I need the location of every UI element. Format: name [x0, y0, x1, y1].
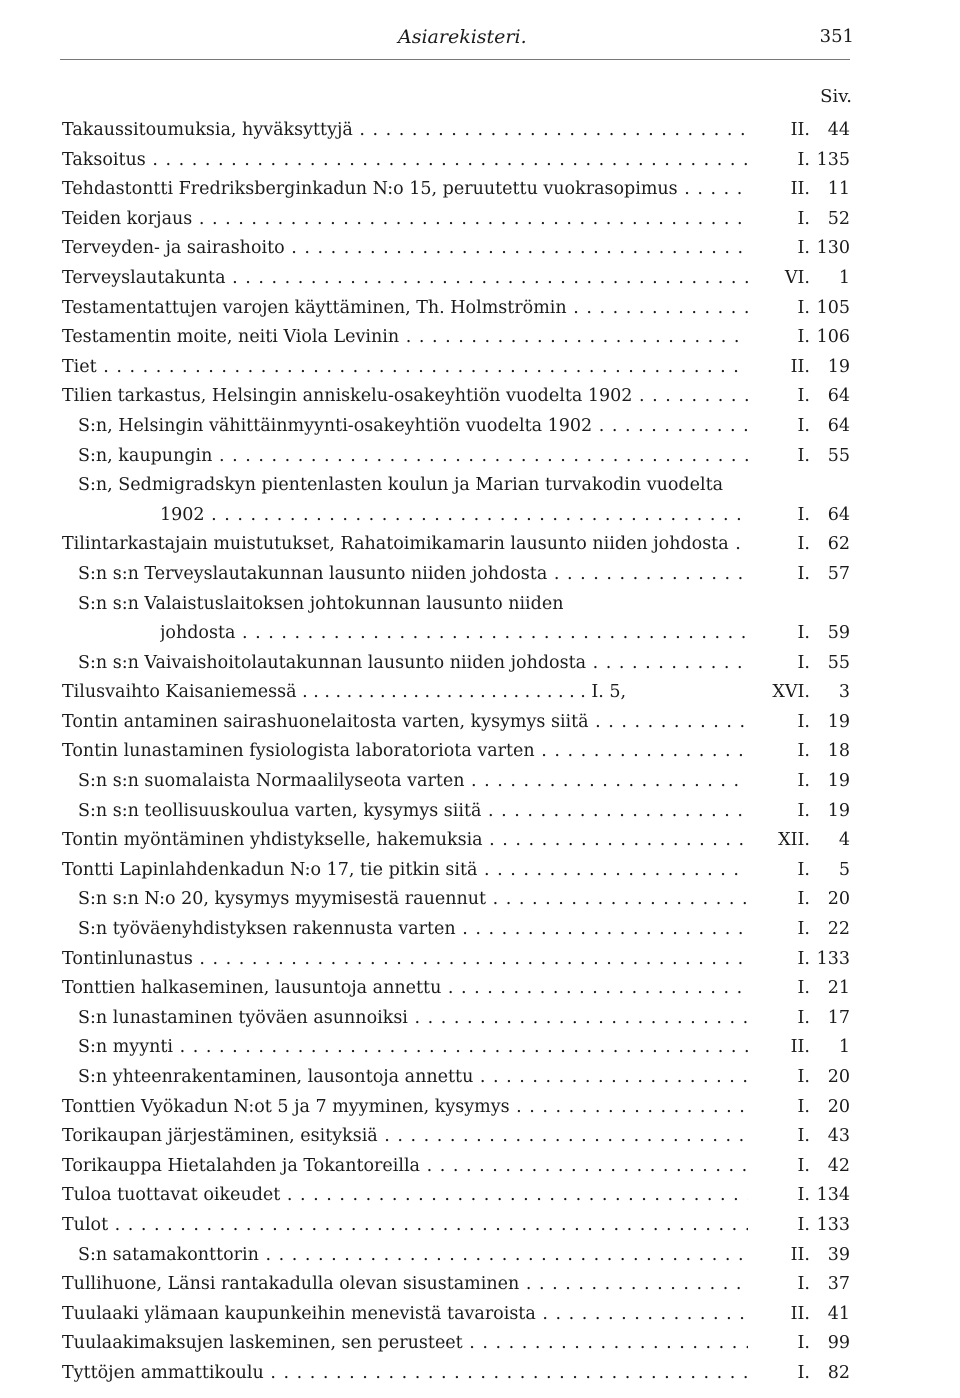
index-subentry	[0, 1241, 960, 1271]
index-entry	[0, 1211, 960, 1241]
entry-page: 20	[827, 889, 850, 910]
index-entry	[0, 382, 960, 412]
index-entry	[0, 945, 960, 975]
entry-page: 59	[827, 623, 850, 644]
entry-page: 64	[827, 504, 850, 525]
entry-text: Tonttien halkaseminen, lausuntoja annettu . . .	[62, 974, 748, 1004]
index-subentry	[0, 412, 960, 442]
entry-text: S:n, kaupungin . . .	[78, 442, 748, 472]
entry-page: 22	[827, 919, 850, 940]
entry-text: Tyttöjen ammattikoulu . . .	[62, 1359, 748, 1389]
entry-text: Torikaupan järjestäminen, esityksiä . . .	[62, 1122, 748, 1152]
index-entry	[0, 708, 960, 738]
index-entry	[0, 1093, 960, 1123]
entry-page: 82	[827, 1362, 850, 1383]
entry-text: Tilien tarkastus, Helsingin anniskelu-osakeyhtiön vuodelta 1902 . . .	[62, 382, 748, 412]
entry-volume: I.	[797, 978, 810, 999]
entry-volume: I.	[797, 711, 810, 732]
index-entry	[0, 1270, 960, 1300]
entry-page: 17	[827, 1007, 850, 1028]
index-entry	[0, 826, 960, 856]
index-entry	[0, 353, 960, 383]
entry-text: S:n lunastaminen työväen asunnoiksi . . .	[78, 1004, 748, 1034]
index-entry-continuation	[0, 619, 960, 649]
entry-text: S:n s:n Vaivaishoitolautakunnan lausunto niiden johdosta . . .	[78, 649, 748, 679]
entry-text: S:n s:n Terveyslautakunnan lausunto niiden johdosta . . .	[78, 560, 748, 590]
entry-volume: I.	[797, 800, 810, 821]
entry-text: Tuloa tuottavat oikeudet . . .	[62, 1181, 748, 1211]
entry-text: Tuulaaki ylämaan kaupunkeihin menevistä tavaroista . . .	[62, 1300, 748, 1330]
entry-text: Terveyslautakunta . . .	[62, 264, 748, 294]
index-subentry	[0, 560, 960, 590]
entry-page: 55	[827, 652, 850, 673]
header-rule	[60, 59, 850, 60]
entry-volume: I.	[797, 1214, 810, 1235]
entry-page: 64	[827, 415, 850, 436]
entry-page: 62	[827, 534, 850, 555]
entry-page: 5	[838, 859, 850, 880]
entry-text: S:n s:n teollisuuskoulua varten, kysymys siitä . . .	[78, 797, 748, 827]
entry-volume: VI.	[784, 267, 810, 288]
entry-volume: I.	[797, 149, 810, 170]
index-entry	[0, 1122, 960, 1152]
entry-text: Tilintarkastajain muistutukset, Rahatoimikamarin lausunto niiden johdosta . . .	[62, 530, 748, 560]
entry-text: S:n työväenyhdistyksen rakennusta varten . . .	[78, 915, 748, 945]
index-entry	[0, 234, 960, 264]
entry-page: 20	[827, 1067, 850, 1087]
entry-text: Tontin antaminen sairashuonelaitosta varten, kysymys siitä . . .	[62, 708, 748, 738]
index-entry	[0, 1329, 960, 1359]
entry-volume: XII.	[778, 830, 810, 851]
entry-volume: I.	[797, 859, 810, 880]
entry-volume: I.	[797, 623, 810, 644]
entry-text: S:n s:n suomalaista Normaalilyseota varten . . .	[78, 767, 748, 797]
entry-page: 1	[838, 1037, 850, 1058]
entry-page: 57	[827, 563, 850, 584]
page-header	[0, 26, 960, 56]
entry-page: 19	[827, 800, 850, 821]
index-entry	[0, 1181, 960, 1211]
entry-page: 105	[816, 297, 850, 318]
entry-page: 134	[816, 1185, 850, 1206]
entry-page: 52	[827, 208, 850, 229]
entry-volume: I.	[797, 771, 810, 792]
index-subentry	[0, 767, 960, 797]
entry-page: 41	[827, 1303, 850, 1324]
page-column-label: Siv.	[820, 86, 852, 107]
entry-page: 19	[827, 356, 850, 377]
entry-page: 99	[827, 1333, 850, 1354]
index-entry	[0, 856, 960, 886]
entry-volume: I.	[797, 1185, 810, 1206]
entry-page: 39	[827, 1244, 850, 1265]
index-subentry	[0, 649, 960, 679]
entry-page: 44	[827, 120, 850, 140]
entry-page: 37	[827, 1274, 850, 1295]
entry-page: 4	[838, 830, 850, 851]
index-subentry	[0, 471, 960, 501]
index-subentry	[0, 797, 960, 827]
entry-text: Torikauppa Hietalahden ja Tokantoreilla . . .	[62, 1152, 748, 1182]
entry-text: Taksoitus . . .	[62, 146, 748, 176]
entry-text: Tontin lunastaminen fysiologista laboratoriota varten . . .	[62, 737, 748, 767]
index-entry	[0, 116, 960, 146]
entry-text: S:n, Helsingin vähittäinmyynti-osakeyhtiön vuodelta 1902 . . .	[78, 412, 748, 442]
entry-text: Takaussitoumuksia, hyväksyttyjä . . .	[62, 116, 748, 146]
index-entry	[0, 530, 960, 560]
entry-text: johdosta . . .	[160, 619, 748, 649]
entry-text: Tiet . . .	[62, 353, 748, 383]
index-entry	[0, 205, 960, 235]
entry-volume: I.	[797, 504, 810, 525]
entry-page: 135	[816, 149, 850, 170]
entry-text: 1902 . . .	[160, 501, 748, 531]
entry-volume: II.	[790, 1303, 810, 1324]
index-entry	[0, 1300, 960, 1330]
entry-volume: I.	[797, 919, 810, 940]
entry-volume: II.	[790, 356, 810, 377]
entry-volume: I.	[797, 1126, 810, 1147]
entry-page: 19	[827, 771, 850, 792]
entry-volume: XVI.	[772, 682, 810, 703]
index-entry	[0, 678, 960, 708]
page-number: 351	[819, 26, 854, 47]
entry-text: Tilusvaihto Kaisaniemessä . . . . . . . . . . . . . . . . . . . . . . . . . . I. 5,	[62, 682, 627, 703]
entry-volume: I.	[797, 445, 810, 466]
index-subentry	[0, 885, 960, 915]
index-subentry	[0, 1033, 960, 1063]
entry-volume: I.	[797, 297, 810, 318]
entry-text: Testamentattujen varojen käyttäminen, Th. Holmströmin . . .	[62, 294, 748, 324]
index-subentry	[0, 590, 960, 620]
index-entry	[0, 146, 960, 176]
entry-text: Terveyden- ja sairashoito . . .	[62, 234, 748, 264]
entry-text: Tuulaakimaksujen laskeminen, sen perusteet . . .	[62, 1329, 748, 1359]
index-entry	[0, 264, 960, 294]
entry-volume: I.	[797, 238, 810, 259]
entry-volume: I.	[797, 1362, 810, 1383]
entry-text: Tulot . . .	[62, 1211, 748, 1241]
entry-page: 18	[827, 741, 850, 762]
index-subentry	[0, 1063, 960, 1093]
entry-text: Tontti Lapinlahdenkadun N:o 17, tie pitkin sitä . . .	[62, 856, 748, 886]
index-subentry	[0, 1004, 960, 1034]
entry-page: 133	[816, 948, 850, 969]
entry-text: Tehdastontti Fredriksberginkadun N:o 15, peruutettu vuokrasopimus . . .	[62, 175, 748, 205]
index-entry	[0, 737, 960, 767]
entry-text: S:n yhteenrakentaminen, lausontoja annettu . . .	[78, 1063, 748, 1093]
entry-text: S:n myynti . . .	[78, 1033, 748, 1063]
entry-page: 42	[827, 1155, 850, 1176]
entry-page: 1	[838, 267, 850, 288]
index-entry	[0, 175, 960, 205]
index-entry-continuation	[0, 501, 960, 531]
entry-volume: I.	[797, 948, 810, 969]
entry-text: Tontinlunastus . . .	[62, 945, 748, 975]
entry-volume: I.	[797, 1155, 810, 1176]
index-subentry	[0, 442, 960, 472]
entry-page: 3	[838, 682, 850, 703]
index-entry	[0, 974, 960, 1004]
entry-volume: I.	[797, 1274, 810, 1295]
entry-volume: I.	[797, 327, 810, 348]
entry-text: Testamentin moite, neiti Viola Levinin . . .	[62, 323, 748, 353]
entry-volume: I.	[797, 563, 810, 584]
entry-text: S:n, Sedmigradskyn pientenlasten koulun ja Marian turvakodin vuodelta	[78, 475, 724, 496]
entry-page: 133	[816, 1214, 850, 1235]
entry-text: Tullihuone, Länsi rantakadulla olevan sisustaminen . . .	[62, 1270, 748, 1300]
entry-page: 21	[827, 978, 850, 999]
entry-page: 11	[827, 179, 850, 200]
entry-volume: I.	[797, 415, 810, 436]
entry-volume: I.	[797, 741, 810, 762]
index-entry	[0, 323, 960, 353]
entry-volume: I.	[797, 386, 810, 407]
entry-text: S:n s:n N:o 20, kysymys myymisestä rauennut . . .	[78, 885, 748, 915]
entry-page: 130	[816, 238, 850, 259]
entry-text: S:n satamakonttorin . . .	[78, 1241, 748, 1271]
entry-page: 64	[827, 386, 850, 407]
index-entry	[0, 294, 960, 324]
entry-volume: II.	[790, 1244, 810, 1265]
entry-volume: II.	[790, 120, 810, 140]
entry-page: 20	[827, 1096, 850, 1117]
entry-volume: I.	[797, 652, 810, 673]
index-entry	[0, 1152, 960, 1182]
entry-volume: I.	[797, 889, 810, 910]
entry-volume: I.	[797, 1067, 810, 1087]
entry-text: Tonttien Vyökadun N:ot 5 ja 7 myyminen, kysymys . . .	[62, 1093, 748, 1123]
entry-volume: I.	[797, 208, 810, 229]
entry-volume: I.	[797, 1333, 810, 1354]
entry-text: S:n s:n Valaistuslaitoksen johtokunnan lausunto niiden	[78, 593, 564, 614]
entry-text: Teiden korjaus . . .	[62, 205, 748, 235]
entry-page: 55	[827, 445, 850, 466]
index-entries	[0, 116, 960, 1389]
entry-volume: II.	[790, 179, 810, 200]
index-subentry	[0, 915, 960, 945]
entry-text: Tontin myöntäminen yhdistykselle, hakemuksia . . .	[62, 826, 748, 856]
entry-volume: I.	[797, 534, 810, 555]
entry-page: 43	[827, 1126, 850, 1147]
running-title: Asiarekisteri.	[398, 26, 527, 48]
entry-page: 19	[827, 711, 850, 732]
entry-page: 106	[816, 327, 850, 348]
entry-volume: II.	[790, 1037, 810, 1058]
entry-volume: I.	[797, 1096, 810, 1117]
entry-volume: I.	[797, 1007, 810, 1028]
index-entry	[0, 1359, 960, 1389]
